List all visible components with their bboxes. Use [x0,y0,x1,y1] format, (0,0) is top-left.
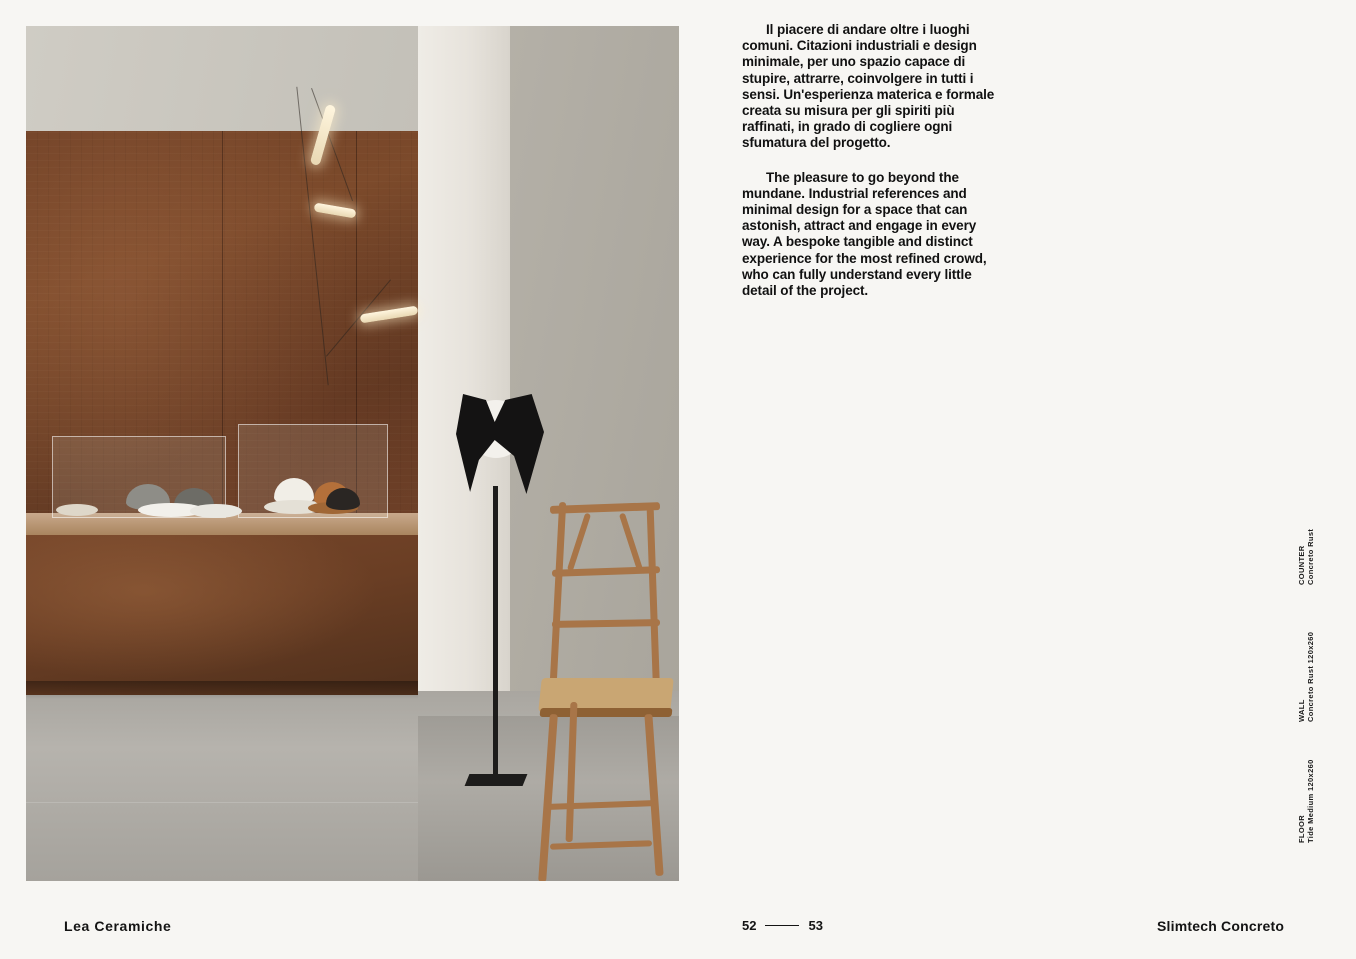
spec-counter-label: COUNTER [1297,545,1306,585]
footer-collection: Slimtech Concreto [1157,918,1285,934]
page-number-right: 53 [808,918,823,933]
photo-hat [56,504,98,516]
photo-floor-joint [26,802,418,803]
editorial-photo [26,26,679,881]
spec-counter-value: Concreto Rust [1306,528,1315,585]
page-numbers [742,918,852,933]
page-number-left: 52 [742,918,757,933]
page-rule [765,925,799,926]
spec-floor-label: FLOOR [1297,815,1306,843]
photo-mannequin-stand [493,486,498,776]
paragraph-italian: Il piacere di andare oltre i luoghi comuni. Citazioni industriali e design minimale, per uno spazio capace di stupire, attrarre, coinvolgere in tutti i sensi. Un'esperienza materica e formale creata su misura per gli spiriti più raffinati, in grado di cogliere ogni sfumatura del progetto. [742,22,995,151]
paragraph-english: The pleasure to go beyond the mundane. Industrial references and minimal design for a space that can astonish, attract and engage in every way. A bespoke tangible and distinct experience for the most refined crowd, who can fully understand every little detail of the project. [742,169,987,299]
spec-counter [1297,529,1315,585]
photo-wooden-chair [524,502,672,881]
spec-floor [1297,759,1315,843]
text-column [742,22,998,317]
spec-floor-value: Tide Medium 120x260 [1306,759,1315,843]
spec-wall-value: Concreto Rust 120x260 [1306,631,1315,722]
photo-counter-shadow [26,681,418,699]
photo-counter-front [26,535,418,695]
photo-mannequin-base [465,774,528,786]
footer-brand: Lea Ceramiche [64,918,172,934]
photo-hat [190,504,242,518]
spec-wall-label: WALL [1297,699,1306,722]
spec-wall [1297,632,1315,722]
